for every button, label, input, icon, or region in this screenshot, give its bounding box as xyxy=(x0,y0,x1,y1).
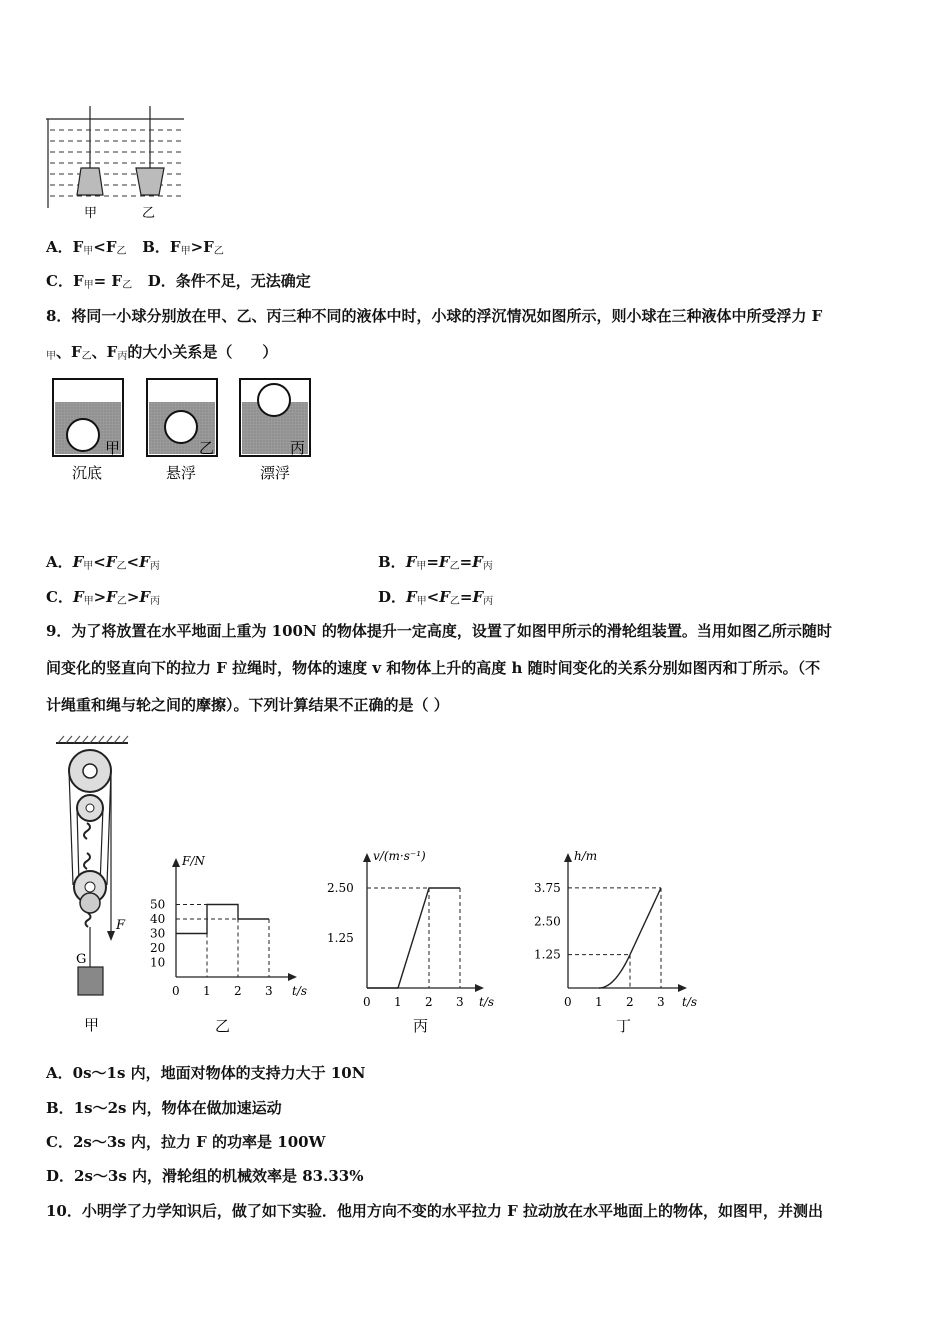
beaker-tag-jia: 甲 xyxy=(105,439,121,457)
y-axis-label: h/m xyxy=(574,850,598,863)
y-tick-label: 2.50 xyxy=(534,914,561,929)
movable-pulley-lower xyxy=(80,893,100,913)
q9-option-c[interactable]: C．2s～3s 内，拉力 F 的功率是 100W xyxy=(46,1133,326,1151)
q8-option-d[interactable]: D．$F_甲<F_乙=F_丙$ xyxy=(378,588,494,607)
beaker-tag-bing: 丙 xyxy=(290,439,306,457)
caption-sink: 沉底 xyxy=(72,464,103,482)
q10-stem-line1: 10．小明学了力学知识后，做了如下实验．他用方向不变的水平拉力 F 拉动放在水平地面上的物体，如图甲，并测出 xyxy=(46,1202,823,1220)
x-tick-label: 3 xyxy=(265,984,273,998)
q8-stem-line2: $_甲$、$F_乙$、$F_丙$的大小关系是（ ） xyxy=(46,343,278,362)
x-tick-label: 2 xyxy=(425,995,433,1009)
caption-suspend: 悬浮 xyxy=(166,464,197,482)
q8-figure xyxy=(50,374,320,489)
force-arrow-icon xyxy=(107,931,115,941)
x-tick-label: 1 xyxy=(203,984,211,998)
q8-option-c[interactable]: C．$F_甲>F_乙>F_丙$ xyxy=(46,588,161,607)
q7-options-row2 xyxy=(46,270,311,291)
y-tick-label: 40 xyxy=(150,912,166,926)
q7-option-d[interactable]: D．条件不足，无法确定 xyxy=(147,272,311,290)
pulley-system-figure xyxy=(50,735,140,1035)
q7-options-row1 xyxy=(46,236,224,257)
q9-option-d[interactable]: D．2s～3s 内，滑轮组的机械效率是 83.33% xyxy=(46,1167,364,1185)
x-axis-arrow-icon xyxy=(288,973,297,981)
q9-option-a[interactable]: A．0s～1s 内，地面对物体的支持力大于 10N xyxy=(46,1064,366,1082)
y-tick-label: 1.25 xyxy=(327,931,354,945)
y-tick-label: 10 xyxy=(150,955,166,970)
x-tick-label: 3 xyxy=(456,995,464,1009)
x-tick-label: 0 xyxy=(363,995,371,1009)
y-tick-label: 20 xyxy=(150,941,166,955)
weight-block xyxy=(78,967,103,995)
fig-caption-jia: 甲 xyxy=(84,1016,100,1034)
figure-caption: 乙 xyxy=(215,1017,231,1035)
container-yi xyxy=(136,168,164,195)
caption-float: 漂浮 xyxy=(260,464,291,482)
x-axis-label: t/s xyxy=(292,984,308,998)
y-tick-label: 1.25 xyxy=(534,947,561,962)
q7-option-b[interactable]: B．$F_甲>F_乙$ xyxy=(142,238,224,257)
series-line xyxy=(367,888,460,988)
y-tick-label: 50 xyxy=(150,897,166,912)
q9-stem-line2: 间变化的竖直向下的拉力 F 拉绳时，物体的速度 v 和物体上升的高度 h 随时间变化的关系分别如图丙和丁所示。（不 xyxy=(46,659,821,677)
weight-label: G xyxy=(76,952,87,967)
figure-caption: 丙 xyxy=(413,1017,429,1035)
y-axis-label: v/(m·s⁻¹) xyxy=(373,850,426,863)
q9-option-b[interactable]: B．1s～2s 内，物体在做加速运动 xyxy=(46,1099,282,1117)
container-jia xyxy=(77,168,103,195)
x-tick-label: 2 xyxy=(626,995,634,1009)
chart-velocity-time xyxy=(325,850,505,1035)
y-axis-arrow-icon xyxy=(564,853,572,862)
chart-force-time xyxy=(148,855,308,1035)
beaker-yi xyxy=(147,379,217,482)
q7-option-a[interactable]: A．$F_甲<F_乙$ xyxy=(46,238,127,257)
x-tick-label: 0 xyxy=(172,984,180,998)
q7-label-left: 甲 xyxy=(84,206,98,221)
x-tick-label: 1 xyxy=(394,995,402,1009)
q7-label-right: 乙 xyxy=(142,206,156,221)
x-tick-label: 3 xyxy=(657,995,665,1009)
figure-caption: 丁 xyxy=(616,1017,632,1035)
x-axis-arrow-icon xyxy=(678,984,687,992)
q8-stem-line1: 8．将同一小球分别放在甲、乙、丙三种不同的液体中时，小球的浮沉情况如图所示，则小球在三种液体中所受浮力 F xyxy=(46,307,823,325)
y-axis-arrow-icon xyxy=(172,858,180,867)
q9-stem-line3: 计绳重和绳与轮之间的摩擦）。下列计算结果不正确的是（ ） xyxy=(46,696,449,714)
series-curve xyxy=(599,888,661,988)
x-tick-label: 2 xyxy=(234,984,242,998)
y-tick-label: 2.50 xyxy=(327,881,354,895)
y-tick-label: 3.75 xyxy=(534,880,561,895)
x-tick-label: 1 xyxy=(595,995,603,1009)
y-axis-arrow-icon xyxy=(363,853,371,862)
y-axis-label: F/N xyxy=(182,855,205,868)
series-line xyxy=(176,905,269,934)
y-tick-label: 30 xyxy=(150,926,166,941)
q7-figure xyxy=(44,100,194,225)
force-label: F xyxy=(116,918,126,933)
q8-option-a[interactable]: A．$F_甲<F_乙<F_丙$ xyxy=(46,553,160,572)
chart-height-time xyxy=(528,850,708,1035)
q8-option-b[interactable]: B．$F_甲=F_乙=F_丙$ xyxy=(378,553,493,572)
x-axis-arrow-icon xyxy=(475,984,484,992)
beaker-jia xyxy=(53,379,123,482)
q7-option-c[interactable]: C．$F_甲= F_乙$ xyxy=(46,272,133,291)
x-axis-label: t/s xyxy=(682,995,698,1009)
q9-stem-line1: 9．为了将放置在水平地面上重为 100N 的物体提升一定高度，设置了如图甲所示的滑轮组装置。当用如图乙所示随时 xyxy=(46,622,832,640)
x-tick-label: 0 xyxy=(564,995,572,1009)
beaker-bing xyxy=(240,379,310,482)
beaker-tag-yi: 乙 xyxy=(199,439,215,457)
x-axis-label: t/s xyxy=(479,995,495,1009)
